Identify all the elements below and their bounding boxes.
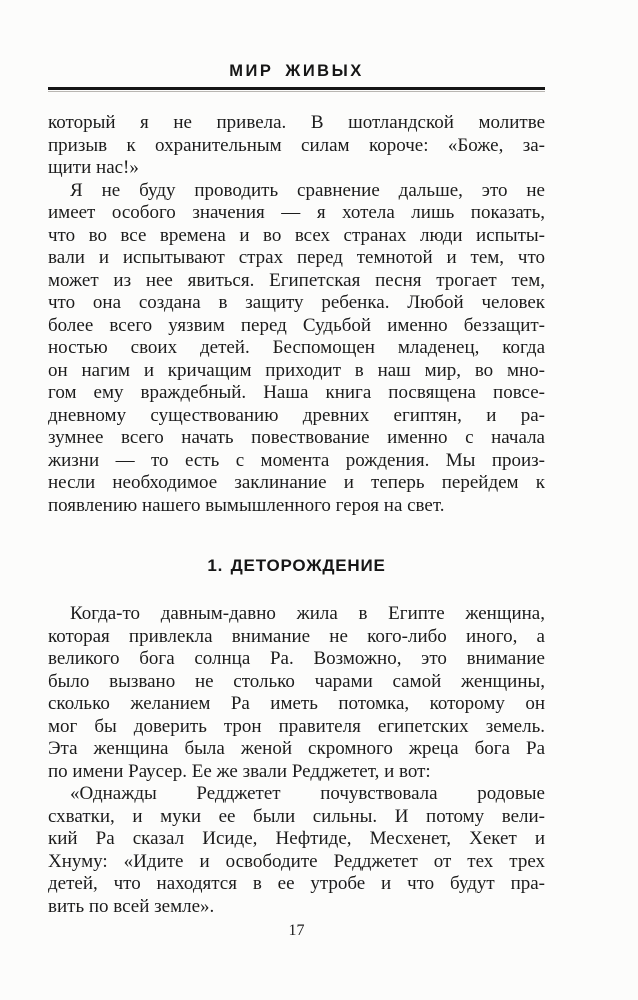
text-line: «Однажды Редджетет почувствовала родовые bbox=[70, 783, 545, 804]
text-line: великого бога солнца Ра. Возможно, это внимание bbox=[48, 648, 545, 669]
text-line: он нагим и кричащим приходит в наш мир, во мно- bbox=[48, 359, 545, 381]
text-line: что она создана в защиту ребенка. Любой человек bbox=[48, 292, 545, 313]
text-line: схватки, и муки ее были сильны. И потому вели- bbox=[48, 805, 545, 827]
text-line: сколько желанием Ра иметь потомка, которому он bbox=[48, 693, 545, 714]
text-line: мог бы доверить трон правителя египетских земель. bbox=[48, 715, 545, 737]
text-line: появлению нашего вымышленного героя на свет. bbox=[48, 494, 445, 516]
text-line: Когда-то давным-давно жила в Египте женщина, bbox=[70, 603, 545, 624]
text-line: может из нее явиться. Египетская песня трогает тем, bbox=[48, 269, 545, 291]
paragraph bbox=[48, 783, 545, 918]
text-line: дневному существованию древних египтян, и ра- bbox=[48, 404, 545, 426]
text-line: призыв к охранительным силам короче: «Боже, за- bbox=[48, 134, 545, 156]
text-line: что во все времена и во всех странах люди испыты- bbox=[48, 224, 545, 246]
text-line: вить по всей земле». bbox=[48, 895, 215, 917]
text-line: несли необходимое заклинание и теперь перейдем к bbox=[48, 472, 545, 493]
paragraph bbox=[48, 180, 545, 518]
text-line: по имени Раусер. Ее же звали Редджетет, и вот: bbox=[48, 760, 431, 782]
header-rule-thick-line bbox=[48, 87, 545, 90]
page-body bbox=[48, 112, 545, 918]
text-line: жизни — то есть с момента рождения. Мы произ- bbox=[48, 449, 545, 471]
text-line: Эта женщина была женой скромного жреца бога Ра bbox=[48, 738, 545, 759]
paragraph bbox=[48, 112, 545, 180]
text-line: имеет особого значения — я хотела лишь показать, bbox=[48, 202, 545, 223]
text-line: Хнуму: «Идите и освободите Редджетет от тех трех bbox=[48, 850, 545, 872]
page-number: 17 bbox=[288, 922, 305, 939]
text-line: кий Ра сказал Исиде, Нефтиде, Месхенет, Хекет и bbox=[48, 828, 545, 849]
text-line: детей, что находятся в ее утробе и что будут пра- bbox=[48, 873, 545, 894]
text-column bbox=[48, 62, 545, 939]
running-header-title: МИР ЖИВЫХ bbox=[229, 62, 364, 80]
section-heading: 1. ДЕТОРОЖДЕНИЕ bbox=[207, 556, 386, 575]
text-line: вали и испытывают страх перед темнотой и тем, что bbox=[48, 247, 545, 268]
text-line: который я не привела. В шотландской молитве bbox=[48, 112, 545, 133]
text-line: было вызвано не столько чарами самой женщины, bbox=[48, 670, 545, 692]
text-line: которая привлекла внимание не кого-либо иного, а bbox=[48, 625, 545, 647]
paragraph bbox=[48, 603, 545, 783]
text-line: Я не буду проводить сравнение дальше, это не bbox=[70, 179, 545, 201]
header-rule-thin-line bbox=[48, 91, 545, 92]
text-line: более всего уязвим перед Судьбой именно беззащит- bbox=[48, 314, 545, 336]
text-line: зумнее всего начать повествование именно с начала bbox=[48, 427, 545, 448]
text-line: гом ему враждебный. Наша книга посвящена повсе- bbox=[48, 382, 545, 403]
text-line: ностью своих детей. Беспомощен младенец, когда bbox=[48, 337, 545, 358]
header-rule bbox=[48, 87, 545, 92]
text-line: щити нас!» bbox=[48, 157, 139, 178]
